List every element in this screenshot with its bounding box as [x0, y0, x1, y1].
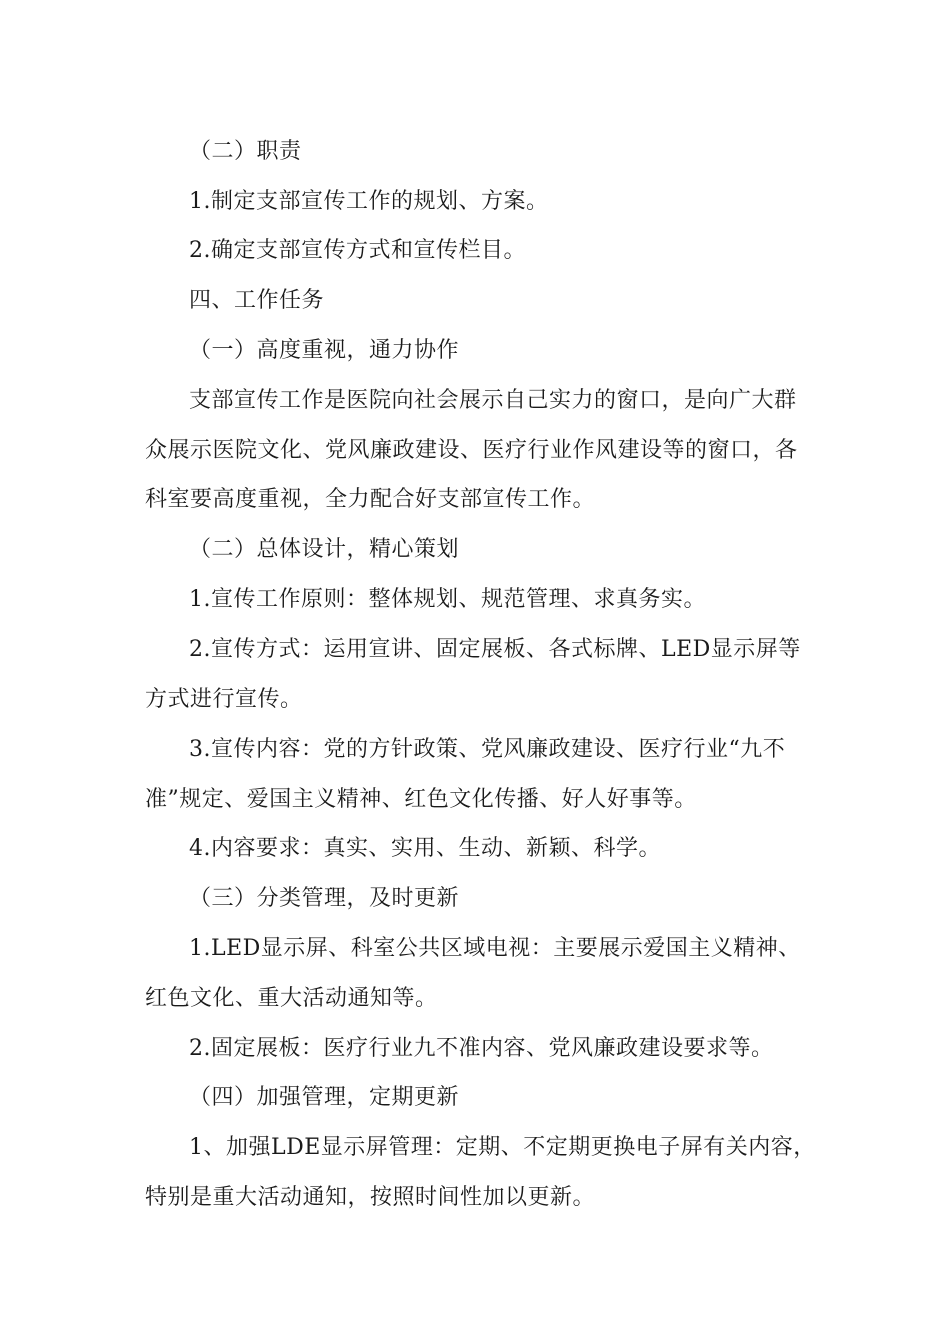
paragraph-line: 2.确定支部宣传方式和宣传栏目。 — [189, 238, 526, 263]
paragraph-line: 1.LED显示屏、科室公共区域电视：主要展示爱国主义精神、 — [189, 936, 801, 961]
paragraph-line: 3.宣传内容：党的方针政策、党风廉政建设、医疗行业“九不 — [189, 737, 786, 762]
paragraph-line: 特别是重大活动通知，按照时间性加以更新。 — [145, 1185, 596, 1210]
subheading-3: （三）分类管理，及时更新 — [189, 886, 460, 911]
paragraph-line: 4.内容要求：真实、实用、生动、新颖、科学。 — [189, 836, 661, 861]
paragraph-line: 1.宣传工作原则：整体规划、规范管理、求真务实。 — [189, 587, 706, 612]
paragraph-line: 支部宣传工作是医院向社会展示自己实力的窗口，是向广大群 — [189, 388, 797, 413]
subheading-2: （二）总体设计，精心策划 — [189, 537, 460, 562]
paragraph-line: 2.固定展板：医疗行业九不准内容、党风廉政建设要求等。 — [189, 1036, 774, 1061]
paragraph-line: 科室要高度重视，全力配合好支部宣传工作。 — [145, 487, 596, 512]
paragraph-line: 1.制定支部宣传工作的规划、方案。 — [189, 189, 549, 214]
section-heading-tasks: 四、工作任务 — [189, 288, 325, 313]
subheading-duties: （二）职责 — [189, 139, 302, 164]
subheading-4: （四）加强管理，定期更新 — [189, 1085, 460, 1110]
paragraph-line: 2.宣传方式：运用宣讲、固定展板、各式标牌、LED显示屏等 — [189, 637, 801, 662]
paragraph-line: 准”规定、爱国主义精神、红色文化传播、好人好事等。 — [145, 787, 697, 812]
paragraph-line: 方式进行宣传。 — [145, 687, 303, 712]
paragraph-line: 红色文化、重大活动通知等。 — [145, 986, 438, 1011]
subheading-1: （一）高度重视，通力协作 — [189, 338, 460, 363]
paragraph-line: 1、加强LDE显示屏管理：定期、不定期更换电子屏有关内容， — [189, 1135, 816, 1160]
paragraph-line: 众展示医院文化、党风廉政建设、医疗行业作风建设等的窗口，各 — [145, 438, 798, 463]
